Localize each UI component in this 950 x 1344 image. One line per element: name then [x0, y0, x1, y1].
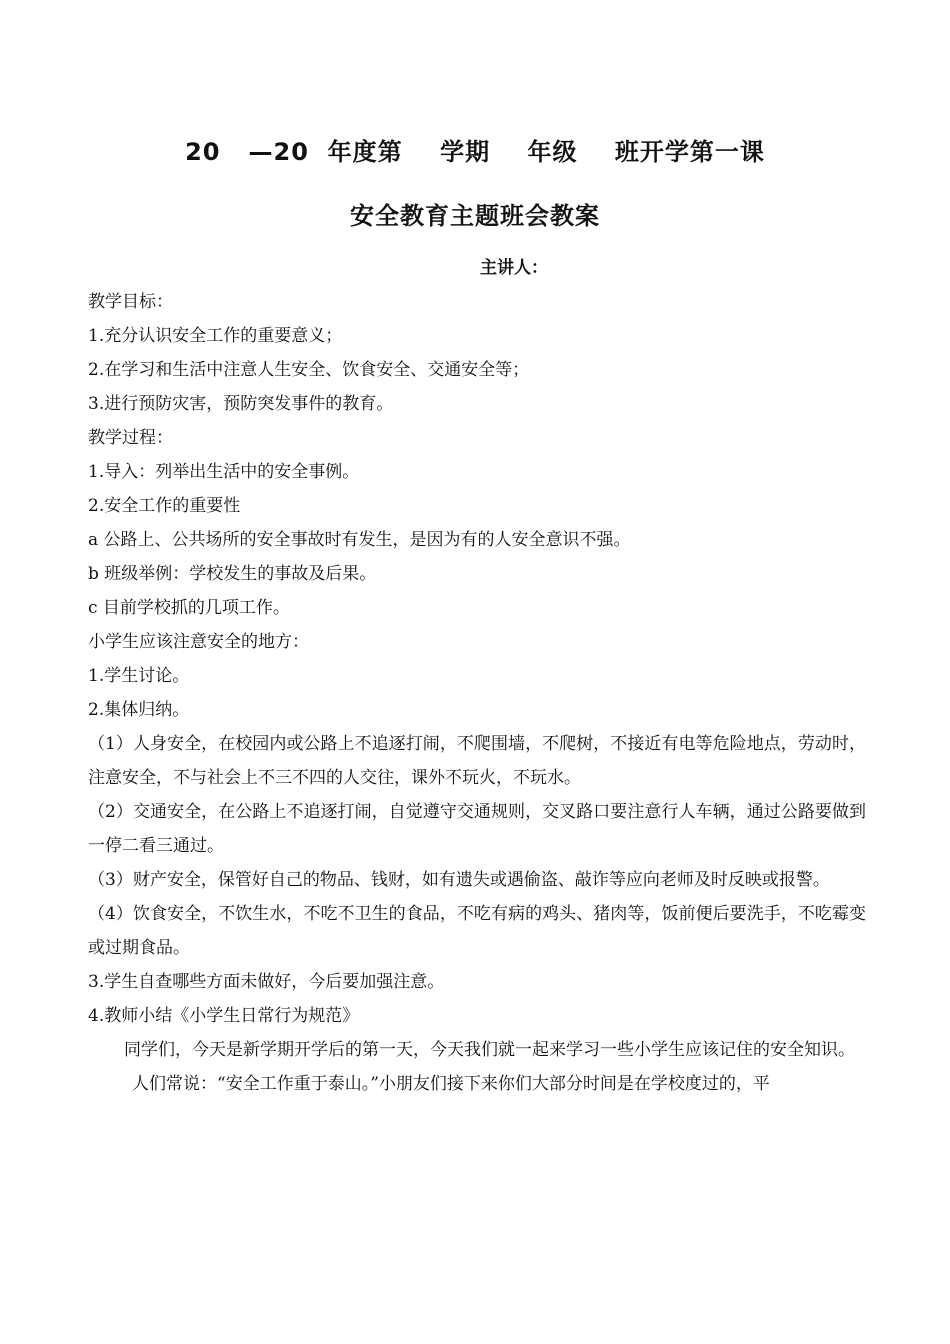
places-step: 2.集体归纳。 — [88, 700, 190, 720]
importance-item: b 班级举例：学校发生的事故及后果。 — [88, 564, 377, 584]
safety-item-property: （3）财产安全，保管好自己的物品、钱财，如有遗失或遇偷盗、敲诈等应向老师及时反映或报警。 — [88, 870, 830, 890]
goal-item: 1.充分认识安全工作的重要意义； — [88, 326, 343, 346]
goal-item: 2.在学习和生活中注意人生安全、饮食安全、交通安全等； — [88, 360, 530, 380]
places-step: 1.学生讨论。 — [88, 666, 190, 686]
process-item: 2.安全工作的重要性 — [88, 496, 241, 516]
safety-item-personal: （1）人身安全，在校园内或公路上不追逐打闹，不爬围墙，不爬树，不接近有电等危险地点，劳动时，注意安全，不与社会上不三不四的人交往，课外不玩火，不玩水。 — [88, 734, 866, 788]
goal-item: 3.进行预防灾害，预防突发事件的教育。 — [88, 394, 394, 414]
body-paragraph: 人们常说：“安全工作重于泰山。”小朋友们接下来你们大部分时间是在学校度过的，平 — [132, 1074, 770, 1094]
closing-step: 4.教师小结《小学生日常行为规范》 — [88, 1006, 360, 1026]
goals-heading: 教学目标： — [88, 292, 173, 312]
closing-step: 3.学生自查哪些方面未做好，今后要加强注意。 — [88, 972, 445, 992]
importance-item: a 公路上、公共场所的安全事故时有发生，是因为有的人安全意识不强。 — [88, 530, 631, 550]
process-item: 1.导入：列举出生活中的安全事例。 — [88, 462, 360, 482]
safety-item-food: （4）饮食安全，不饮生水，不吃不卫生的食品，不吃有病的鸡头、猪肉等，饭前便后要洗手，不吃霉变或过期食品。 — [88, 904, 866, 958]
safety-item-traffic: （2）交通安全，在公路上不追逐打闹，自觉遵守交通规则，交叉路口要注意行人车辆，通过公路要做到一停二看三通过。 — [88, 802, 866, 856]
process-heading: 教学过程： — [88, 428, 173, 448]
speaker-label: 主讲人： — [480, 258, 548, 278]
body-paragraph: 同学们，今天是新学期开学后的第一天，今天我们就一起来学习一些小学生应该记住的安全知识。 — [124, 1040, 855, 1060]
places-heading: 小学生应该注意安全的地方： — [88, 632, 309, 652]
document-body — [88, 285, 866, 1101]
document-title: 20 —20 年度第 学期 年级 班开学第一课 — [185, 138, 765, 166]
importance-item: c 目前学校抓的几项工作。 — [88, 598, 290, 618]
document-subtitle: 安全教育主题班会教案 — [350, 202, 600, 230]
